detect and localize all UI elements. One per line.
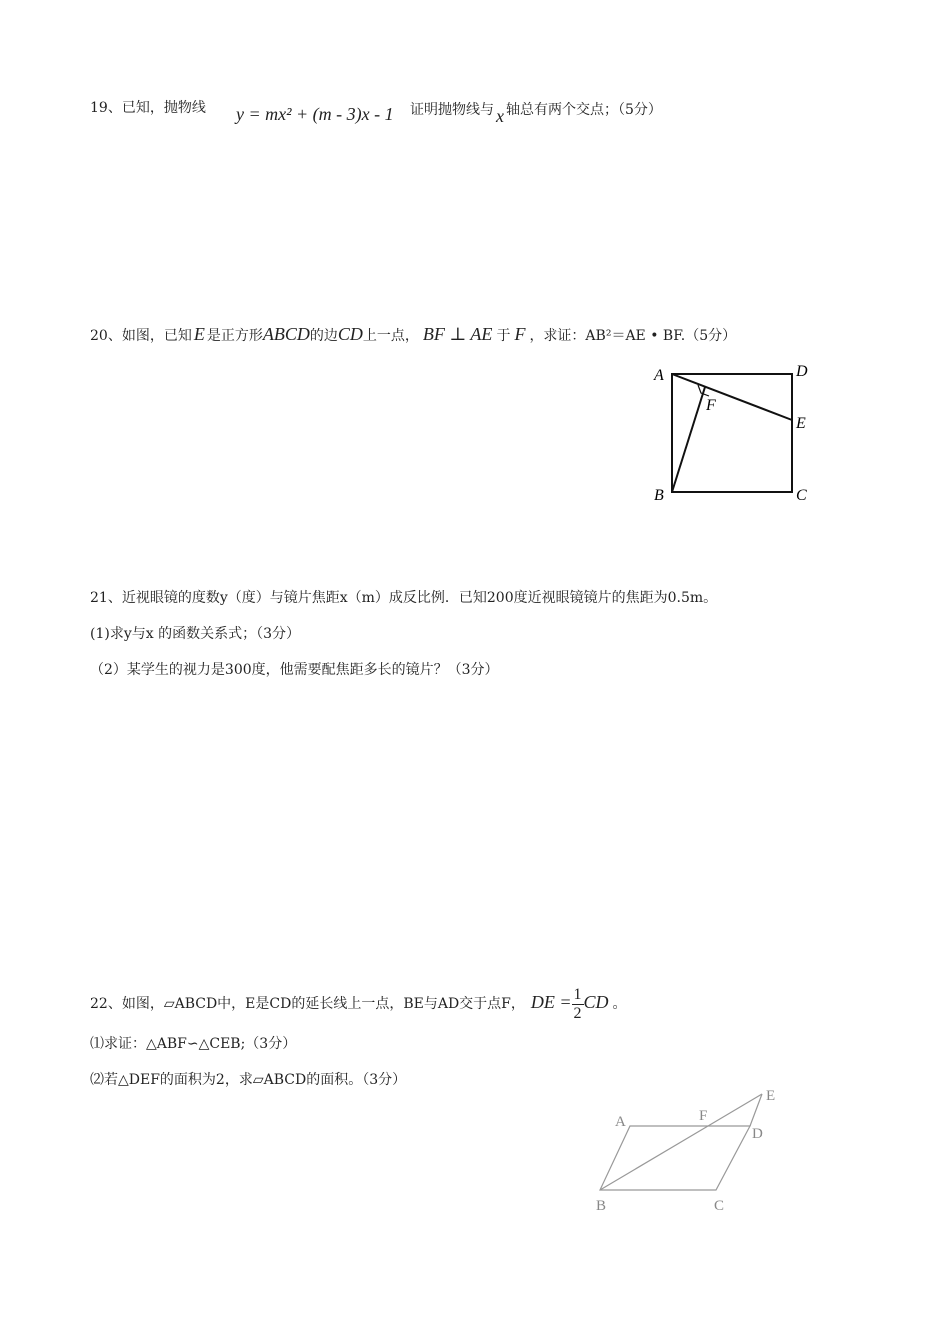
q20-t4: 于 xyxy=(496,328,511,344)
q22-suffix: 。 xyxy=(612,996,627,1012)
q20-square-figure xyxy=(648,360,828,510)
q21-part1: (1)求y与x 的函数关系式；（3分） xyxy=(90,626,300,642)
q20-F: F xyxy=(514,324,526,344)
q20-label-D: D xyxy=(796,363,808,380)
q20-CD: CD xyxy=(337,324,363,344)
q20-E: E xyxy=(193,324,205,344)
q22-frac-den: 2 xyxy=(573,1004,582,1022)
q22-label-A: A xyxy=(615,1114,626,1130)
q22-formula-lhs: DE = xyxy=(530,992,572,1012)
q22-label-C: C xyxy=(714,1198,725,1214)
q20-label-C: C xyxy=(796,487,807,504)
q19-middle-text: 证明抛物线与 xyxy=(410,102,494,118)
q20-t3: 上一点， xyxy=(362,328,419,344)
q19-suffix: 轴总有两个交点；（5分） xyxy=(506,102,662,118)
q22-label-F: F xyxy=(699,1108,708,1124)
q20-t2: 的边 xyxy=(309,328,338,344)
q19-var-x: x xyxy=(496,106,504,126)
q19-middle xyxy=(410,98,662,126)
question-20 xyxy=(90,324,736,346)
q20-ABCD: ABCD xyxy=(262,324,310,344)
q22-label-B: B xyxy=(596,1198,607,1214)
q22-label-E: E xyxy=(766,1088,776,1104)
q21-part2: （2）某学生的视力是300度，他需要配焦距多长的镜片？（3分） xyxy=(90,662,499,678)
q20-label-A: A xyxy=(654,367,664,384)
q20-label-B: B xyxy=(654,487,664,504)
q22-part1: ⑴求证：△ABF∽△CEB;（3分） xyxy=(90,1036,297,1052)
q20-label-F: F xyxy=(706,397,716,414)
q22-parallelogram-figure xyxy=(590,1080,810,1220)
q22-part2: ⑵若△DEF的面积为2，求▱ABCD的面积。（3分） xyxy=(90,1072,407,1088)
q20-prefix: 20、如图，已知 xyxy=(90,328,192,344)
q22-formula-rhs: CD xyxy=(583,992,609,1012)
q22-label-D: D xyxy=(752,1126,763,1142)
q19-prefix: 19、已知，抛物线 xyxy=(90,100,206,116)
q21-line1: 21、近视眼镜的度数y（度）与镜片焦距x（m）成反比例．已知200度近视眼镜镜片的焦距为0.5m。 xyxy=(90,590,718,606)
q20-t1: 是正方形 xyxy=(206,328,263,344)
q22-prefix: 22、如图，▱ABCD中，E是CD的延长线上一点，BE与AD交于点F， xyxy=(90,996,525,1012)
q20-perp: BF ⊥ AE xyxy=(422,324,493,344)
question-19 xyxy=(90,98,206,118)
q22-frac-num: 1 xyxy=(573,985,582,1003)
q22-fraction xyxy=(572,986,584,1023)
q20-t5: ，求证：AB²＝AE • BF.（5分） xyxy=(529,328,737,344)
question-22 xyxy=(90,982,627,1024)
q20-label-E: E xyxy=(796,415,806,432)
q19-formula: y = mx² + (m - 3)x - 1 xyxy=(236,104,394,124)
